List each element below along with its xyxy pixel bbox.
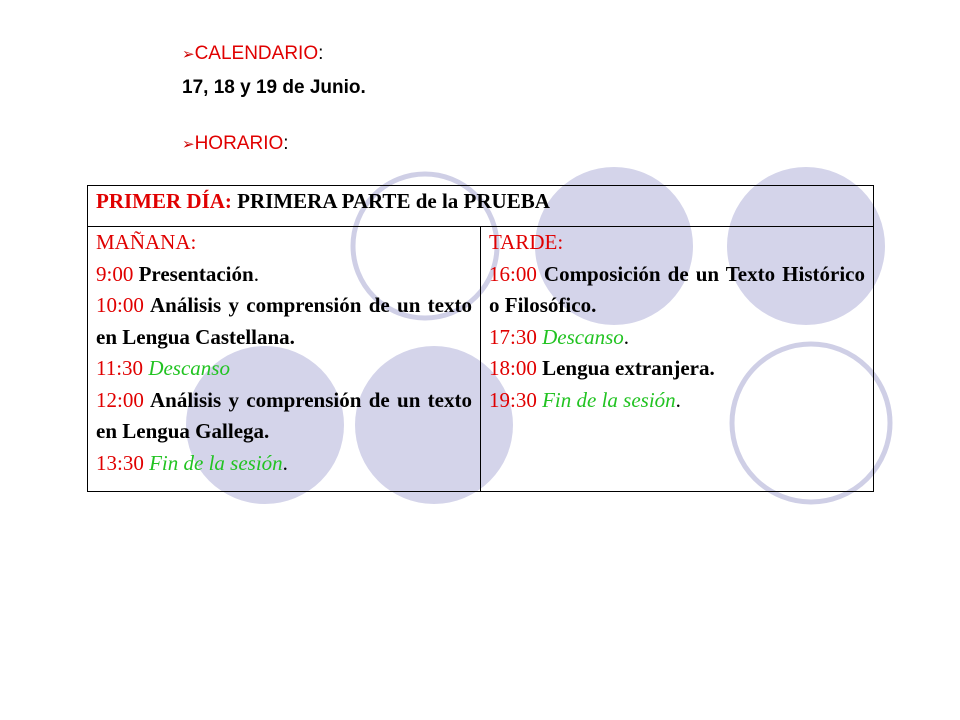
schedule-table <box>87 185 874 492</box>
item-tail: . <box>253 261 259 286</box>
item-tail: . <box>282 450 288 475</box>
afternoon-separator: : <box>557 230 564 254</box>
horario-separator: : <box>283 133 289 154</box>
item-text: Análisis y comprensión de un texto en Lengua Gallega. <box>96 387 472 443</box>
schedule-item <box>489 385 865 417</box>
calendario-label: CALENDARIO <box>194 43 319 64</box>
calendario-separator: : <box>318 43 324 64</box>
item-time: 17:30 <box>489 324 537 349</box>
arrowhead-right-icon: ➢ <box>182 46 195 63</box>
schedule-item <box>489 322 865 354</box>
item-note: Descanso <box>143 356 230 380</box>
schedule-header <box>88 186 874 227</box>
item-text: Lengua extranjera. <box>536 356 715 380</box>
morning-column <box>88 227 481 492</box>
schedule-body-row <box>88 227 874 492</box>
item-time: 13:30 <box>96 450 144 475</box>
item-tail: . <box>675 387 681 412</box>
schedule-item <box>489 259 865 322</box>
horario-heading <box>182 133 289 156</box>
schedule-item <box>96 290 472 353</box>
item-time: 16:00 <box>489 261 537 286</box>
item-time: 19:30 <box>489 387 537 412</box>
item-time: 18:00 <box>489 356 537 380</box>
item-time: 12:00 <box>96 387 144 412</box>
afternoon-heading <box>489 227 865 259</box>
schedule-header-row <box>88 186 874 227</box>
schedule-item <box>96 259 472 291</box>
item-time: 10:00 <box>96 293 144 317</box>
item-note: Descanso <box>536 324 624 349</box>
morning-label: MAÑANA <box>96 230 191 254</box>
item-time: 9:00 <box>96 261 134 286</box>
horario-label: HORARIO <box>194 133 284 154</box>
schedule-item <box>96 353 472 385</box>
morning-heading <box>96 227 472 259</box>
calendario-dates: 17, 18 y 19 de Junio. <box>182 77 366 98</box>
afternoon-label: TARDE <box>489 230 558 254</box>
item-note: Fin de la sesión <box>143 450 283 475</box>
header-day: PRIMER DÍA: <box>96 189 232 213</box>
morning-separator: : <box>190 230 197 254</box>
header-title: PRIMERA PARTE de la PRUEBA <box>231 189 550 213</box>
schedule-item <box>96 448 472 480</box>
item-note: Fin de la sesión <box>536 387 676 412</box>
item-time: 11:30 <box>96 356 144 380</box>
item-text: Composición de un Texto Histórico o Filosófico. <box>489 261 865 317</box>
schedule-item <box>96 385 472 448</box>
item-text: Presentación <box>133 261 254 286</box>
schedule-item <box>489 353 865 385</box>
item-text: Análisis y comprensión de un texto en Lengua Castellana. <box>96 293 472 349</box>
arrowhead-right-icon: ➢ <box>182 136 195 153</box>
afternoon-column <box>481 227 874 492</box>
item-tail: . <box>623 324 629 349</box>
calendario-heading <box>182 43 323 66</box>
